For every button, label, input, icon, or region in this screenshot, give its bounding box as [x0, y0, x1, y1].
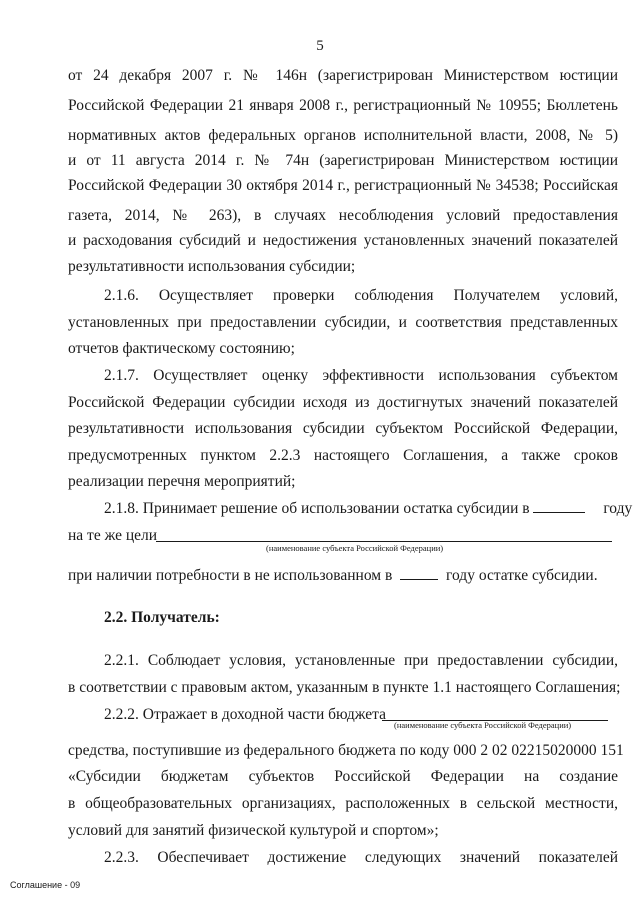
text-line: средства, поступившие из федерального бюджета по коду 000 2 02 02215020000 151: [68, 742, 624, 759]
text-line: условий для занятий физической культурой и спортом»;: [68, 822, 439, 839]
text-line: [68, 565, 618, 586]
text-line: 2.1.7. Осуществляет оценку эффективности использования субъектом: [104, 367, 618, 384]
clause-text: году остатке субсидии.: [446, 567, 598, 584]
clause-text: при наличии потребности в не использованном в: [68, 567, 393, 584]
year-blank-field[interactable]: [533, 498, 585, 513]
section-heading: 2.2. Получатель:: [104, 609, 220, 626]
text-line: Российской Федерации субсидии исходя из достигнутых значений показателей: [68, 394, 618, 411]
text-line: 2.1.6. Осуществляет проверки соблюдения Получателем условий,: [104, 287, 618, 304]
text-line: и от 11 августа 2014 г. № 74н (зарегистрирован Министерством юстиции: [68, 152, 618, 169]
clause-text: году: [603, 500, 633, 517]
text-line: от 24 декабря 2007 г. № 146н (зарегистрирован Министерством юстиции: [68, 67, 618, 84]
text-line: реализации перечня мероприятий;: [68, 473, 296, 490]
text-line: предусмотренных пунктом 2.2.3 настоящего Соглашения, а также сроков: [68, 447, 618, 464]
text-line: и расходования субсидий и недостижения установленных значений показателей: [68, 232, 618, 249]
text-line: «Субсидии бюджетам субъектов Российской Федерации на создание: [68, 768, 618, 785]
text-line: на те же цели: [68, 527, 158, 544]
field-caption: (наименование субъекта Российской Федерации): [394, 720, 572, 730]
text-line: газета, 2014, № 263), в случаях несоблюдения условий предоставления: [68, 207, 618, 224]
page-number: 5: [316, 38, 324, 54]
text-line: нормативных актов федеральных органов исполнительной власти, 2008, № 5): [68, 127, 618, 144]
subject-name-blank-field[interactable]: [156, 541, 612, 542]
text-line: в общеобразовательных организациях, расположенных в сельской местности,: [68, 795, 618, 812]
clause-text: 2.1.8. Принимает решение об использовании остатка субсидии в: [104, 500, 530, 517]
text-line: Российской Федерации 21 января 2008 г., регистрационный № 10955; Бюллетень: [68, 97, 618, 114]
text-line: Российской Федерации 30 октября 2014 г., регистрационный № 34538; Российская: [68, 177, 618, 194]
footer-label: Соглашение - 09: [10, 880, 81, 890]
text-line: в соответствии с правовым актом, указанным в пункте 1.1 настоящего Соглашения;: [68, 679, 621, 696]
text-line: установленных при предоставлении субсидии, и соответствия представленных: [68, 314, 618, 331]
year-blank-field[interactable]: [400, 565, 438, 580]
text-line: [104, 498, 633, 519]
text-line: результативности использования субсидии;: [68, 258, 356, 275]
field-caption: (наименование субъекта Российской Федерации): [266, 543, 444, 553]
text-line: 2.2.1. Соблюдает условия, установленные при предоставлении субсидии,: [104, 652, 618, 669]
text-line: результативности использования субсидии субъектом Российской Федерации,: [68, 420, 618, 437]
text-line: отчетов фактическому состоянию;: [68, 340, 295, 357]
clause-2-2-3: 2.2.3. Обеспечивает достижение следующих значений показателей: [104, 849, 618, 866]
text-line: 2.2.2. Отражает в доходной части бюджета: [104, 706, 386, 723]
